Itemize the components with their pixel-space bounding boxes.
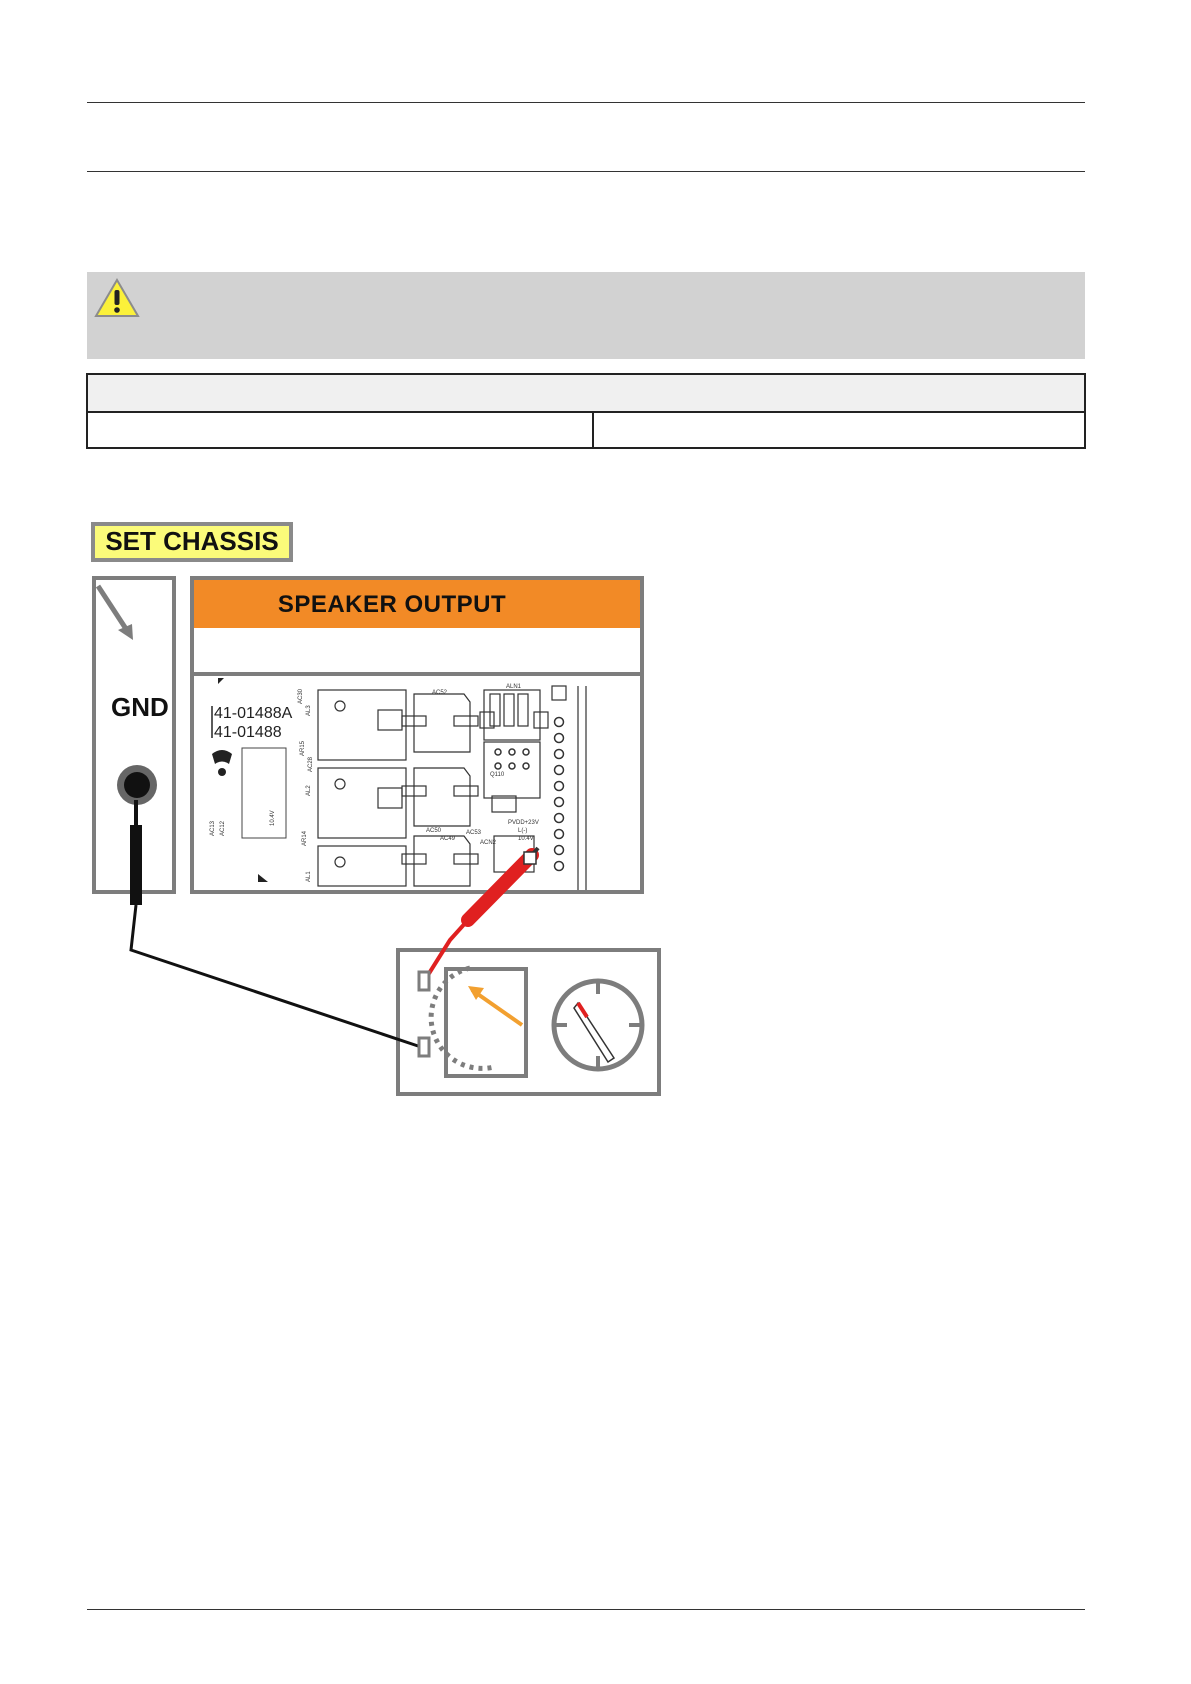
caution-box: [87, 272, 1085, 359]
pcb-marking-10v4: 10.4V: [518, 836, 534, 842]
pcb-marking-ac50: AC50: [426, 828, 442, 834]
speaker-output-bar: [194, 580, 640, 628]
pcb-marking-ac12: AC12: [220, 820, 226, 836]
spec-table-cell-right: [596, 413, 1084, 447]
pcb-marking-acn2: ACN2: [480, 840, 497, 846]
spec-table: [86, 373, 1086, 449]
pcb-marking-ac29: AC28: [308, 756, 314, 772]
pcb-marking-ac49: AC49: [440, 836, 456, 842]
speaker-output-label: SPEAKER OUTPUT: [277, 591, 507, 618]
set-chassis-label: SET CHASSIS: [91, 522, 293, 562]
pcb-part-number-1: 41-01488A: [214, 705, 293, 722]
pcb-marking-al2: AL2: [306, 785, 312, 796]
pcb-drawing: [194, 676, 640, 890]
footer-rule: [87, 1609, 1085, 1610]
pcb-marking-al1: AL1: [306, 871, 312, 882]
header-rule-bottom: [87, 171, 1085, 172]
pcb-marking-q110: Q110: [490, 772, 505, 778]
black-lead-wire: [131, 905, 424, 1048]
pcb-marking-ar15: AR15: [300, 740, 306, 756]
pcb-marking-ac13: AC13: [210, 820, 216, 836]
pcb-marking-ac28: AR14: [302, 830, 308, 846]
pcb-marking-l-minus: L(-): [518, 828, 528, 834]
pcb-marking-ac30: AC30: [298, 688, 304, 704]
pcb-marking-r3088: 10.4V: [270, 810, 276, 826]
pcb-marking-ac53: AC53: [466, 830, 482, 836]
caution-triangle-icon: [94, 278, 140, 318]
multimeter-panel: [396, 948, 661, 1096]
board-panel: [190, 576, 644, 894]
pcb-logo: [212, 750, 232, 776]
pcb-marking-ac52: AC52: [432, 690, 448, 696]
pcb-marking-aln1: ALN1: [506, 684, 522, 690]
header-rule-top: [87, 102, 1085, 103]
pcb-part-number-2: 41-01488: [214, 724, 282, 741]
pcb-marking-al3: AL3: [306, 705, 312, 716]
gnd-panel: [92, 576, 176, 894]
spec-table-cell-left: [88, 413, 594, 447]
spec-table-header: [88, 375, 1084, 413]
gnd-label: GND: [111, 692, 169, 722]
pcb-marking-pvdd: PVDD+23V: [508, 820, 539, 826]
